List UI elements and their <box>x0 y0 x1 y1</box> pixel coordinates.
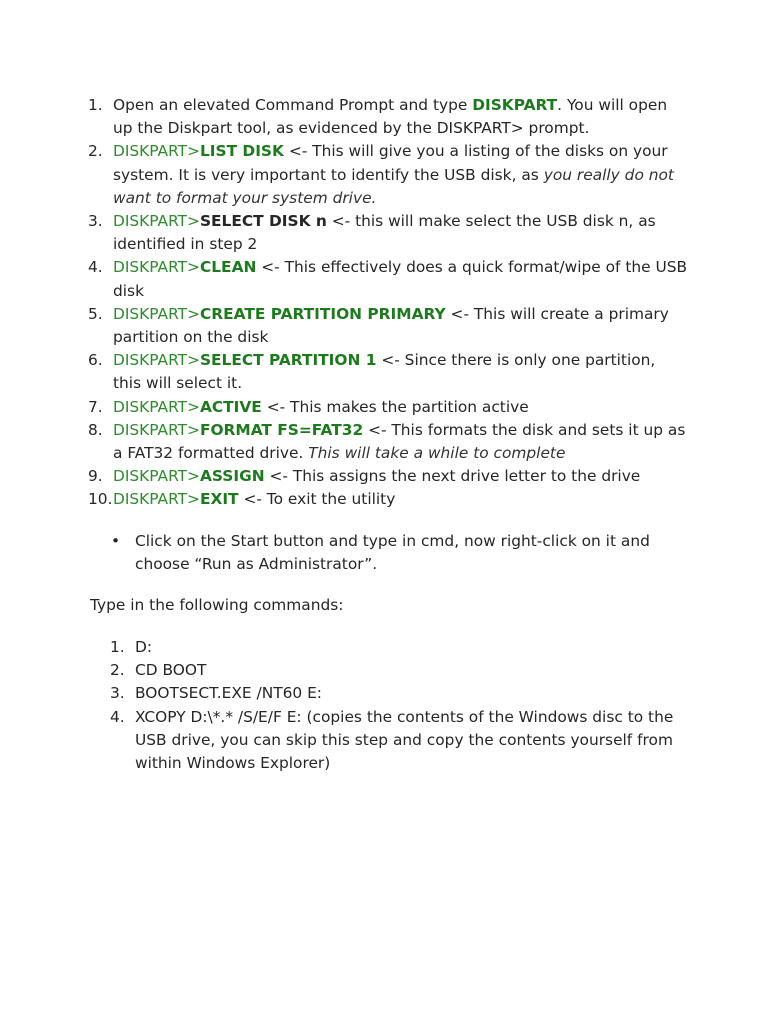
step-text: <- This will create a primary partition on the disk <box>113 304 669 347</box>
list-number: 2. <box>88 142 103 161</box>
command-text: EXIT <box>199 490 239 509</box>
list-number: 3. <box>88 212 103 231</box>
command-text: SELECT PARTITION 1 <box>199 351 377 370</box>
commands-intro: Type in the following commands: <box>90 596 344 614</box>
prompt-text: DISKPART> <box>113 420 200 439</box>
list-number: 9. <box>88 467 103 486</box>
step-text: <- This will give you a listing of the disks on your system. It is very important to identify the USB disk, as <box>113 142 668 184</box>
list-item <box>110 682 680 705</box>
command-text: FORMAT FS=FAT32 <box>199 420 364 439</box>
list-number: 1. <box>88 96 103 114</box>
step-text: <- This formats the disk and sets it up as a FAT32 formatted drive. <box>113 420 686 463</box>
step-text: Open an elevated Command Prompt and type <box>113 96 473 114</box>
list-item <box>110 659 680 682</box>
step-text: <- This assigns the next drive letter to the drive <box>264 467 641 486</box>
prompt-text: DISKPART> <box>113 490 200 509</box>
list-item <box>88 140 688 210</box>
command-line: XCOPY D:\*.* /S/E/F E: (copies the contents of the Windows disc to the USB drive, you can skip this step and copy the contents yourself from within Windows Explorer) <box>135 707 674 773</box>
step-text: . You will open up the Diskpart tool, as evidenced by the DISKPART> prompt. <box>113 96 668 138</box>
command-text: LIST DISK <box>199 142 284 161</box>
list-item <box>88 488 688 511</box>
emphasis-text: This will take a while to complete <box>308 444 566 463</box>
step-text: <- This effectively does a quick format/wipe of the USB disk <box>113 258 688 300</box>
list-number: 4. <box>88 258 103 277</box>
step-text: <- This makes the partition active <box>261 397 529 416</box>
bullet-list <box>110 530 670 576</box>
list-number: 7. <box>88 397 103 416</box>
list-item <box>88 396 688 419</box>
prompt-text: DISKPART> <box>113 212 200 231</box>
prompt-text: DISKPART> <box>113 467 200 486</box>
command-text: SELECT DISK n <box>199 212 327 231</box>
prompt-text: DISKPART> <box>113 258 200 277</box>
command-line: D: <box>135 638 153 656</box>
list-item <box>88 94 688 140</box>
list-number: 1. <box>110 638 125 656</box>
list-number: 10. <box>88 490 113 509</box>
list-number: 3. <box>110 684 125 703</box>
prompt-text: DISKPART> <box>113 142 200 161</box>
list-item <box>88 303 688 349</box>
prompt-text: DISKPART> <box>113 397 200 416</box>
emphasis-text: you really do not want to format your system drive. <box>113 165 674 207</box>
list-number: 2. <box>110 661 125 680</box>
prompt-text: DISKPART> <box>113 304 200 323</box>
command-text: DISKPART <box>472 96 558 114</box>
command-text: ACTIVE <box>199 397 262 416</box>
list-number: 4. <box>110 707 125 726</box>
list-number: 6. <box>88 351 103 370</box>
prompt-text: DISKPART> <box>113 351 200 370</box>
list-number: 5. <box>88 304 103 323</box>
list-item <box>88 419 688 465</box>
list-item <box>110 530 670 576</box>
list-item <box>110 706 680 776</box>
bullet-icon: • <box>111 532 121 550</box>
list-item <box>110 636 680 659</box>
command-text: CREATE PARTITION PRIMARY <box>199 304 446 323</box>
list-item <box>88 210 688 256</box>
command-line: BOOTSECT.EXE /NT60 E: <box>135 684 322 703</box>
command-text: CLEAN <box>199 258 257 277</box>
list-number: 8. <box>88 420 103 439</box>
list-item <box>88 465 688 488</box>
bullet-text: Click on the Start button and type in cmd, now right-click on it and choose “Run as Administrator”. <box>135 532 650 574</box>
command-line: CD BOOT <box>135 661 207 680</box>
step-text: <- this will make select the USB disk n, as identified in step 2 <box>113 212 656 254</box>
diskpart-steps-list <box>88 94 688 512</box>
step-text: <- Since there is only one partition, this will select it. <box>113 351 656 393</box>
command-text: ASSIGN <box>199 467 265 486</box>
commands-list <box>110 636 680 775</box>
list-item <box>88 256 688 302</box>
step-text: <- To exit the utility <box>238 490 396 509</box>
list-item <box>88 349 688 395</box>
